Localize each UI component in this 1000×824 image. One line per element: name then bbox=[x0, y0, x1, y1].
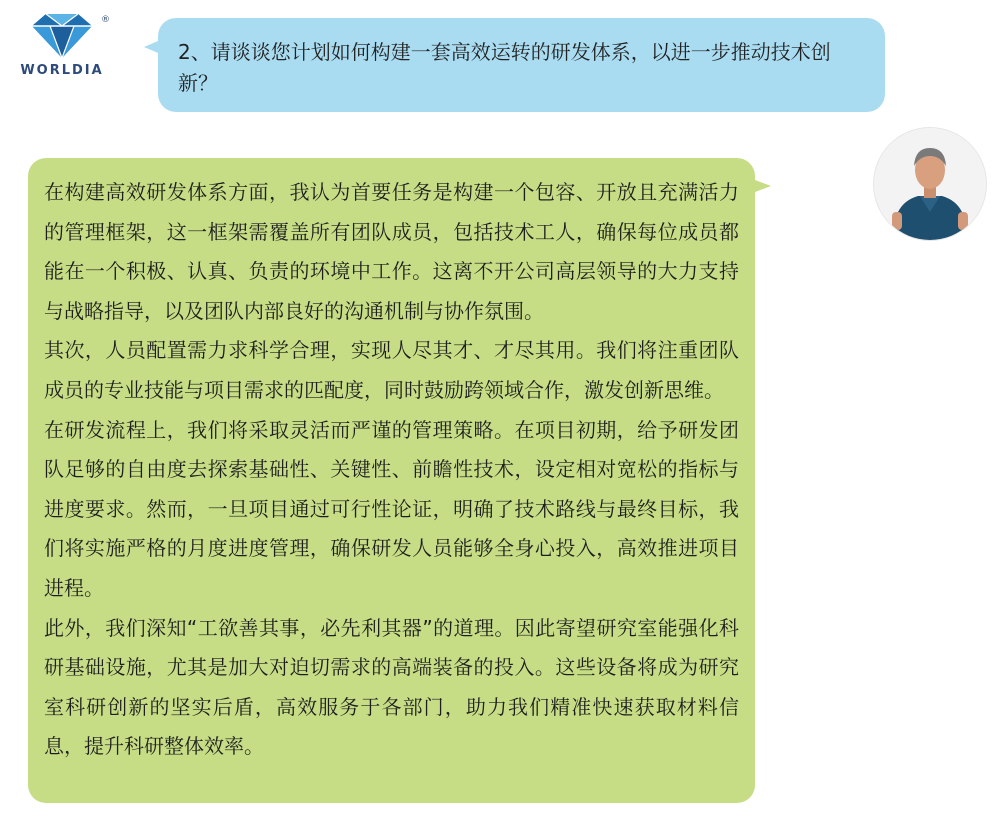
worldia-logo bbox=[10, 8, 114, 84]
person-photo-avatar bbox=[874, 128, 986, 240]
diamond-logo-icon bbox=[28, 12, 96, 60]
answer-bubble bbox=[28, 158, 755, 803]
question-text: 2、请谈谈您计划如何构建一套高效运转的研发体系，以进一步推动技术创新？ bbox=[178, 40, 831, 95]
answer-paragraph-1: 在构建高效研发体系方面，我认为首要任务是构建一个包容、开放且充满活力的管理框架，这一框架需覆盖所有团队成员，包括技术工人，确保每位成员都能在一个积极、认真、负责的环境中工作。这离不开公司高层领导的大力支持与战略指导，以及团队内部良好的沟通机制与协作氛围。 bbox=[44, 180, 739, 323]
question-bubble bbox=[158, 18, 885, 112]
answer-paragraph-4: 此外，我们深知“工欲善其事，必先利其器”的道理。因此寄望研究室能强化科研基础设施，尤其是加大对迫切需求的高端装备的投入。这些设备将成为研究室科研创新的坚实后盾，高效服务于各部门，助力我们精准快速获取材料信息，提升科研整体效率。 bbox=[44, 615, 739, 759]
avatar bbox=[874, 128, 986, 240]
logo-wordmark: WORLDIA bbox=[20, 63, 104, 78]
registered-mark: ® bbox=[101, 15, 110, 25]
answer-paragraph-3: 在研发流程上，我们将采取灵活而严谨的管理策略。在项目初期，给予研发团队足够的自由度去探索基础性、关键性、前瞻性技术，设定相对宽松的指标与进度要求。然而，一旦项目通过可行性论证，明确了技术路线与最终目标，我们将实施严格的月度进度管理，确保研发人员能够全身心投入，高效推进项目进程。 bbox=[44, 417, 739, 600]
answer-paragraph-2: 其次，人员配置需力求科学合理，实现人尽其才、才尽其用。我们将注重团队成员的专业技能与项目需求的匹配度，同时鼓励跨领域合作，激发创新思维。 bbox=[44, 338, 739, 402]
